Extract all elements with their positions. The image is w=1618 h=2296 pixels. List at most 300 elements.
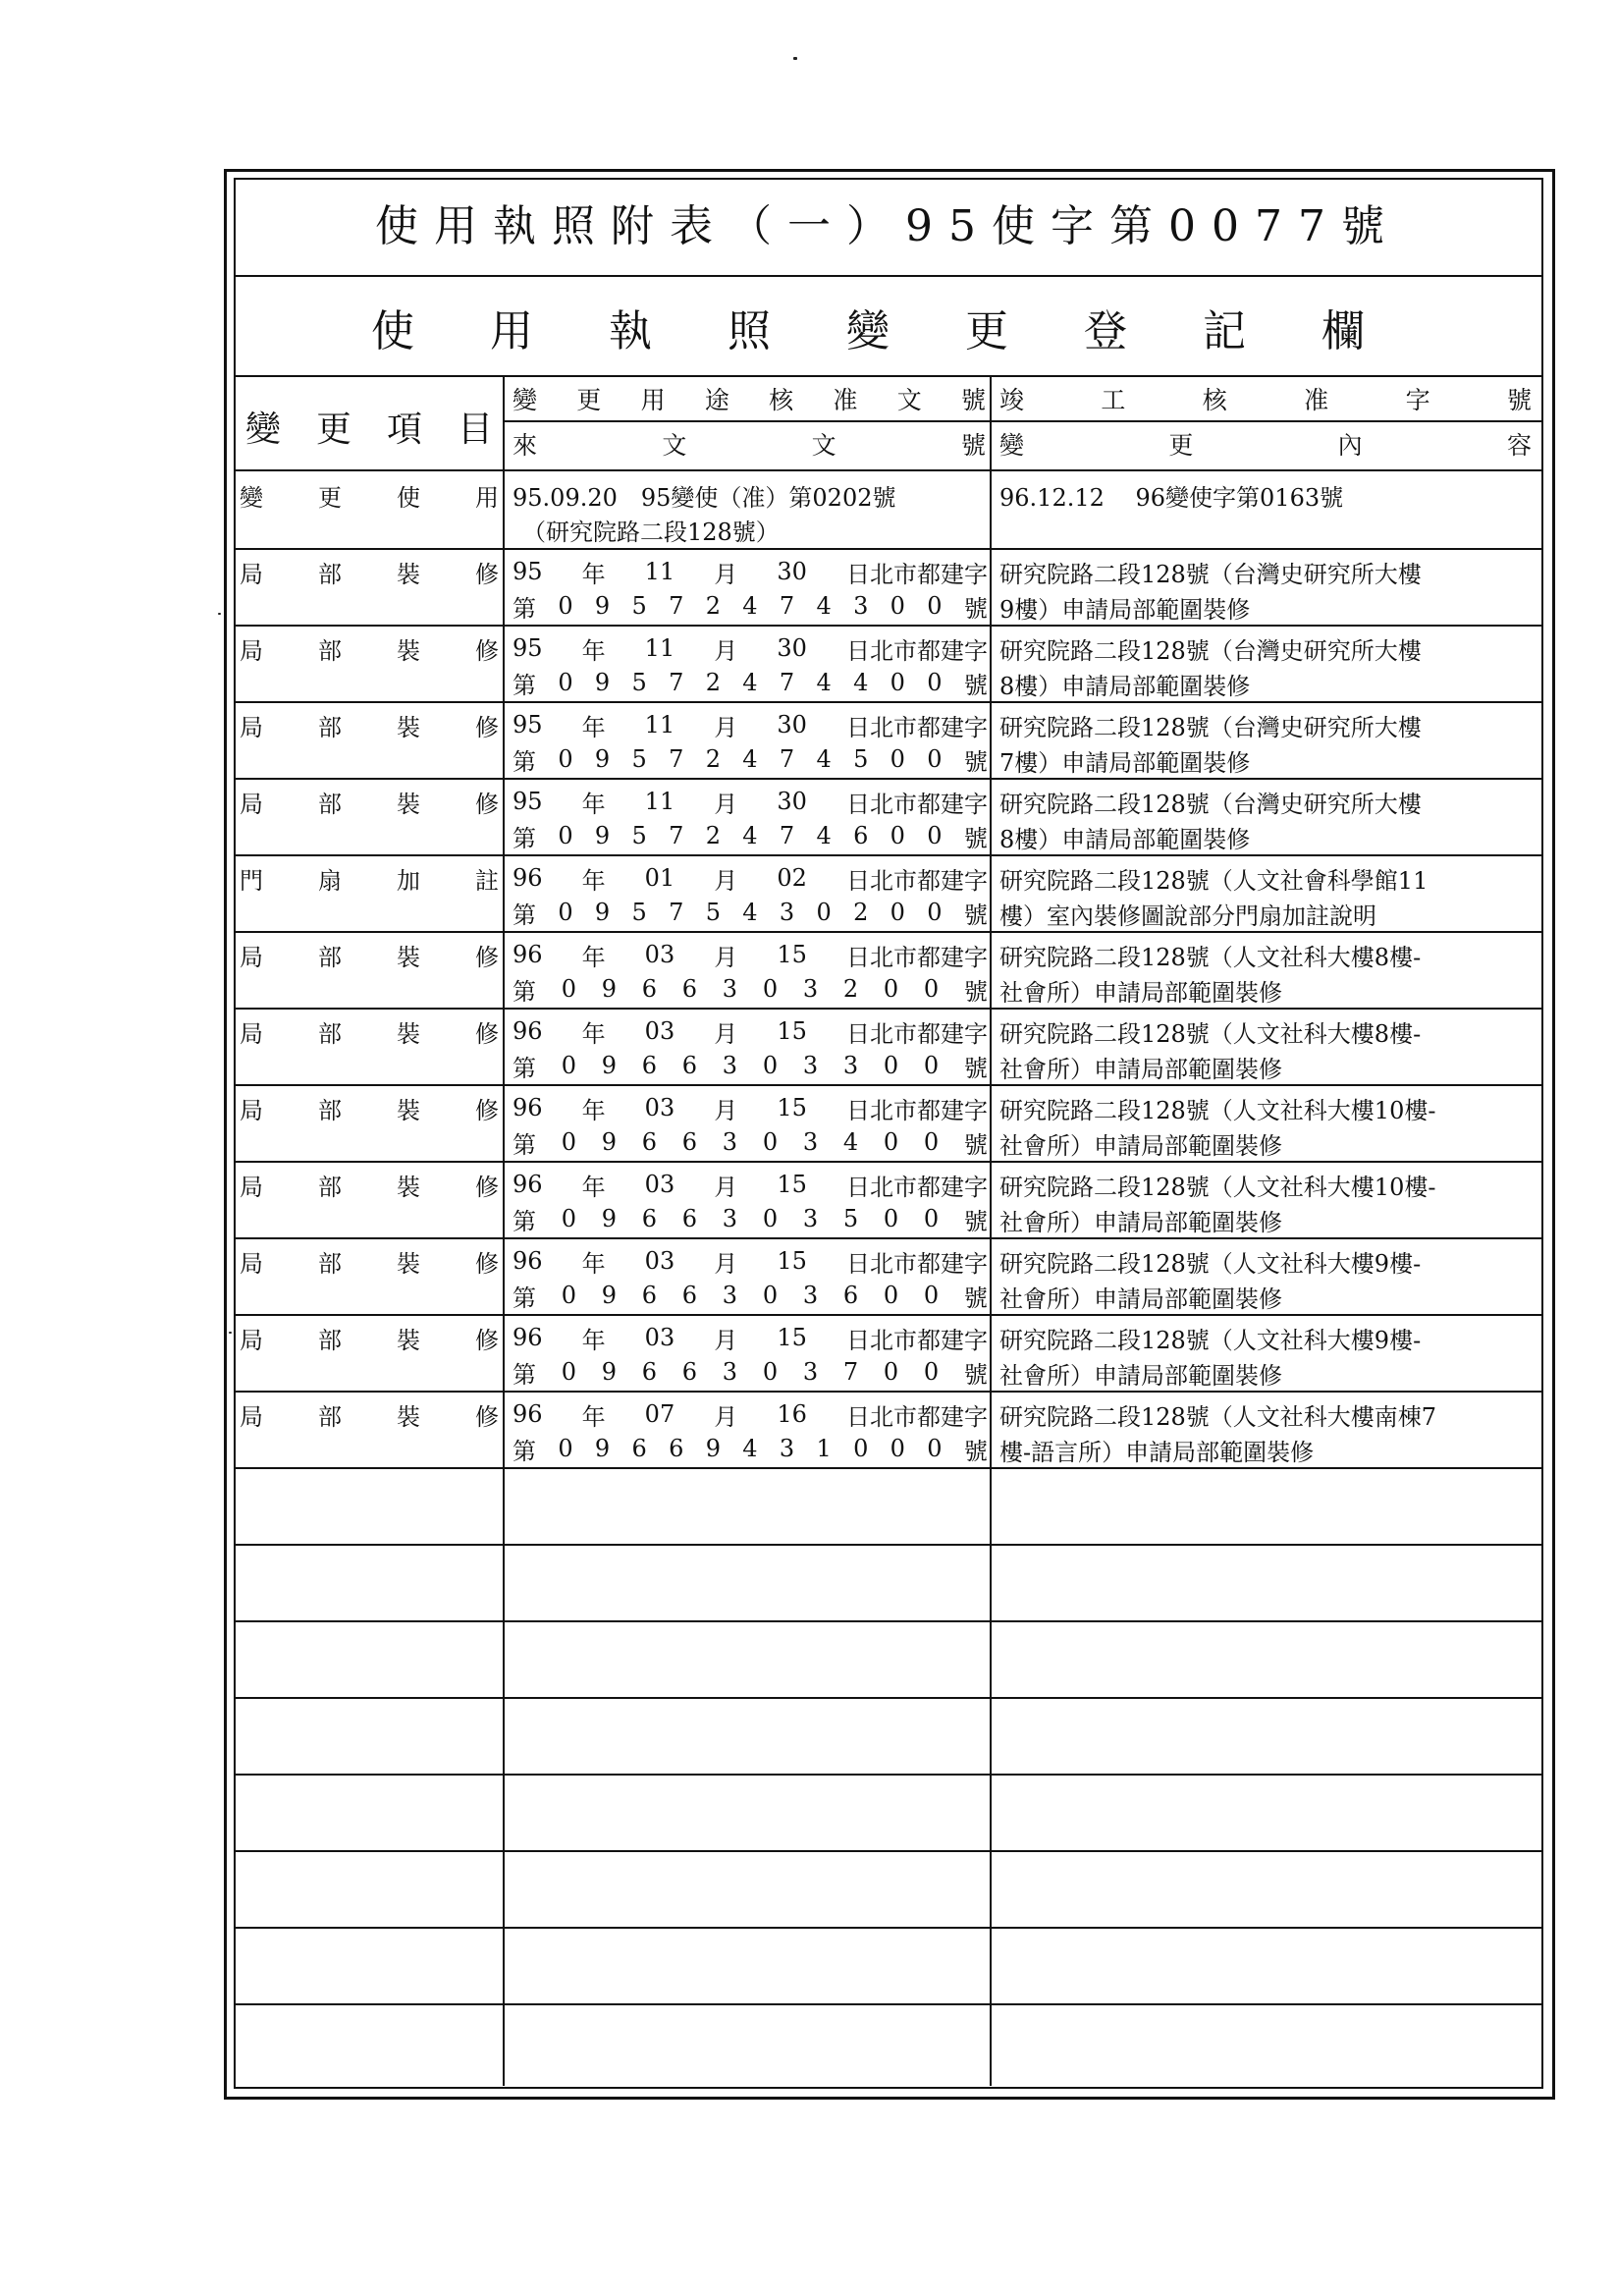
reference-part: 7	[669, 899, 684, 926]
reference-part: 號	[963, 1207, 988, 1235]
reference-part: 4	[742, 899, 758, 926]
reference-part: 3	[722, 1052, 738, 1079]
reference-part: 3	[802, 1358, 819, 1386]
header-approval-ref	[509, 379, 990, 418]
change-item-cell	[236, 1243, 503, 1279]
reference-part: 3	[779, 1435, 795, 1462]
reference-part: 3	[853, 592, 869, 620]
reference-part: 日北市都建字	[845, 790, 988, 818]
reference-part: 15	[777, 1017, 807, 1045]
reference-part: 第	[512, 977, 536, 1006]
reference-part: 5	[631, 822, 647, 849]
reference-part: 5	[853, 745, 869, 773]
reference-part: 日北市都建字	[845, 866, 988, 895]
change-item-char: 局	[240, 1326, 263, 1354]
content-line-1: 研究院路二段128號（台灣史研究所大樓	[999, 790, 1422, 818]
row-divider	[234, 1620, 1541, 1622]
reference-part: 號	[963, 901, 988, 929]
reference-part: 30	[777, 634, 807, 662]
content-line-1: 研究院路二段128號（台灣史研究所大樓	[999, 636, 1422, 665]
reference-part: 第	[512, 1360, 536, 1389]
reference-part: 2	[842, 975, 859, 1003]
row-divider	[234, 1544, 1541, 1546]
reference-part: 30	[777, 788, 807, 815]
reference-line-1	[509, 1243, 990, 1279]
change-item-char: 裝	[397, 636, 420, 665]
table-row	[236, 1161, 1541, 1237]
reference-part: 4	[816, 745, 832, 773]
reference-part: 號	[963, 594, 988, 623]
reference-part: 0	[883, 1282, 899, 1309]
change-item-char: 部	[318, 1402, 342, 1431]
reference-part: 0	[558, 1435, 573, 1462]
reference-part: 0	[890, 669, 905, 696]
row-divider	[234, 1774, 1541, 1776]
reference-part: 月	[714, 866, 738, 895]
reference-part: 6	[681, 1052, 698, 1079]
change-item-char: 修	[475, 790, 499, 818]
divider	[234, 375, 1541, 377]
reference-part: 0	[923, 975, 940, 1003]
reference-part: 2	[705, 822, 721, 849]
change-item-char: 部	[318, 790, 342, 818]
reference-part: 5	[631, 669, 647, 696]
reference-part: 7	[779, 592, 795, 620]
reference-part: 0	[927, 669, 943, 696]
change-item-char: 部	[318, 1249, 342, 1278]
change-item-char: 局	[240, 1096, 263, 1124]
header-char: 更	[1168, 431, 1194, 460]
reference-part: 0	[558, 592, 573, 620]
reference-part: 0	[558, 899, 573, 926]
reference-part: 15	[777, 1247, 807, 1275]
reference-part: 3	[722, 1282, 738, 1309]
reference-part: 9	[601, 1205, 618, 1232]
table-row	[236, 854, 1541, 931]
change-item-cell	[236, 477, 503, 513]
reference-part: 3	[802, 1205, 819, 1232]
header-char: 號	[960, 431, 986, 460]
reference-part: 0	[561, 1205, 577, 1232]
reference-part: 月	[714, 560, 738, 588]
section-title-char: 記	[1203, 306, 1246, 356]
content-line-2	[996, 513, 1541, 548]
reference-part: 號	[963, 1284, 988, 1312]
reference-part: 0	[883, 1128, 899, 1156]
reference-part: 95	[512, 634, 543, 662]
reference-part: 0	[923, 1358, 940, 1386]
reference-line-2	[509, 1049, 990, 1082]
reference-part: 4	[816, 669, 832, 696]
header-char: 准	[1304, 386, 1329, 414]
content-line-1: 研究院路二段128號（人文社科大樓9樓-	[999, 1326, 1422, 1354]
reference-line-1	[509, 707, 990, 742]
reference-part: 0	[890, 592, 905, 620]
reference-part: 0	[927, 592, 943, 620]
reference-part: 年	[581, 1096, 606, 1124]
reference-part: 03	[644, 1324, 675, 1351]
change-item-char: 局	[240, 943, 263, 971]
reference-part: 第	[512, 594, 536, 623]
reference-part: 5	[631, 745, 647, 773]
reference-part: 9	[601, 975, 618, 1003]
reference-part: 0	[558, 822, 573, 849]
reference-part: 9	[601, 1282, 618, 1309]
reference-part: 日北市都建字	[845, 1019, 988, 1048]
change-item-char: 部	[318, 636, 342, 665]
reference-part: 3	[802, 1282, 819, 1309]
section-title-char: 變	[846, 306, 890, 356]
reference-part: 96	[512, 1171, 543, 1198]
header-char: 核	[769, 386, 794, 414]
form-title: 使用執照附表（一）95使字第0077號	[375, 201, 1400, 251]
reference-part: 5	[631, 899, 647, 926]
reference-part: 2	[705, 745, 721, 773]
reference-part: 年	[581, 790, 606, 818]
content-line-1: 研究院路二段128號（人文社科大樓8樓-	[999, 1019, 1422, 1048]
header-char: 號	[1506, 386, 1532, 414]
reference-part: 年	[581, 1402, 606, 1431]
reference-part: 年	[581, 1019, 606, 1048]
content-line-1: 研究院路二段128號（人文社科大樓南棟7	[999, 1402, 1437, 1431]
section-title-char: 用	[490, 306, 533, 356]
reference-part: 第	[512, 901, 536, 929]
change-item-char: 裝	[397, 790, 420, 818]
change-item-cell	[236, 1320, 503, 1355]
reference-part: 號	[963, 1437, 988, 1465]
section-title-char: 登	[1084, 306, 1127, 356]
header-char: 內	[1337, 431, 1363, 460]
change-item-char: 部	[318, 943, 342, 971]
reference-part: 號	[963, 1054, 988, 1082]
reference-line-2	[509, 1202, 990, 1235]
reference-part: 4	[742, 822, 758, 849]
header-char: 變	[999, 431, 1025, 460]
reference-part: 年	[581, 636, 606, 665]
reference-part: 年	[581, 1249, 606, 1278]
header-char: 更	[576, 386, 602, 414]
reference-part: 第	[512, 1054, 536, 1082]
reference-part: 月	[714, 1019, 738, 1048]
reference-part: 11	[644, 788, 675, 815]
reference-part: 11	[644, 634, 675, 662]
reference-part: 30	[777, 558, 807, 585]
header-char: 號	[960, 386, 986, 414]
reference-part: 07	[644, 1400, 675, 1428]
reference-part: 6	[631, 1435, 647, 1462]
reference-part: 0	[762, 1052, 779, 1079]
table-row	[236, 471, 1541, 548]
reference-part: 6	[641, 1128, 658, 1156]
header-char: 准	[833, 386, 858, 414]
reference-part: 96	[512, 1324, 543, 1351]
section-title-char: 欄	[1321, 306, 1365, 356]
change-item-char: 裝	[397, 1019, 420, 1048]
change-item-char: 修	[475, 1249, 499, 1278]
reference-part: 6	[641, 1205, 658, 1232]
reference-part: 7	[669, 822, 684, 849]
header-char: 文	[896, 386, 922, 414]
content-line-2: 8樓）申請局部範圍裝修	[999, 672, 1251, 700]
row-divider	[234, 1697, 1541, 1699]
reference-part: 0	[561, 1128, 577, 1156]
table-row	[236, 1008, 1541, 1084]
change-item-char: 用	[475, 483, 499, 512]
change-item-char: 裝	[397, 713, 420, 741]
change-item-cell	[236, 1090, 503, 1125]
change-item-char: 部	[318, 1096, 342, 1124]
reference-part: 號	[963, 671, 988, 699]
change-item-char: 裝	[397, 1326, 420, 1354]
reference-part: 號	[963, 1360, 988, 1389]
change-item-char: 局	[240, 1402, 263, 1431]
content-line-1: 研究院路二段128號（人文社科大樓10樓-	[999, 1173, 1436, 1201]
reference-part: 月	[714, 713, 738, 741]
reference-part: 0	[762, 1205, 779, 1232]
reference-part: 4	[742, 592, 758, 620]
reference-part: 第	[512, 824, 536, 852]
header-char: 變	[245, 409, 282, 450]
content-line-2: 7樓）申請局部範圍裝修	[999, 748, 1251, 777]
change-item-cell	[236, 630, 503, 666]
change-item-char: 裝	[397, 560, 420, 588]
content-line-1: 研究院路二段128號（人文社科大樓10樓-	[999, 1096, 1436, 1124]
change-item-char: 局	[240, 636, 263, 665]
reference-part: 0	[923, 1205, 940, 1232]
content-line-2: 9樓）申請局部範圍裝修	[999, 595, 1251, 624]
reference-part: 9	[594, 822, 611, 849]
reference-part: 0	[883, 1052, 899, 1079]
scan-speck	[218, 613, 221, 615]
reference-part: 30	[777, 711, 807, 738]
change-item-char: 修	[475, 1326, 499, 1354]
reference-part: 96	[512, 1017, 543, 1045]
content-line-1: 研究院路二段128號（台灣史研究所大樓	[999, 713, 1422, 741]
change-item-char: 更	[318, 483, 342, 512]
reference-part: 96	[512, 941, 543, 968]
reference-part: 6	[681, 1205, 698, 1232]
reference-part: 日北市都建字	[845, 1402, 988, 1431]
reference-part: 3	[722, 1358, 738, 1386]
reference-part: 第	[512, 1130, 536, 1159]
change-item-cell	[236, 707, 503, 742]
section-title	[234, 279, 1541, 375]
reference-part: 年	[581, 713, 606, 741]
reference-part: 6	[641, 1358, 658, 1386]
reference-part: 0	[927, 899, 943, 926]
reference-part: 0	[927, 1435, 943, 1462]
reference-part: 2	[853, 899, 869, 926]
header-char: 核	[1202, 386, 1227, 414]
reference-part: 4	[816, 592, 832, 620]
reference-part: 7	[669, 592, 684, 620]
usage-permit-attachment-form	[224, 169, 1551, 2096]
content-line-2: 社會所）申請局部範圍裝修	[999, 1208, 1282, 1236]
reference-line-2	[509, 666, 990, 699]
reference-part: 0	[561, 1052, 577, 1079]
reference-part: 0	[762, 1358, 779, 1386]
reference-part: 6	[641, 975, 658, 1003]
change-item-char: 變	[240, 483, 263, 512]
reference-part: 0	[561, 1282, 577, 1309]
change-item-char: 修	[475, 560, 499, 588]
reference-part: 95	[512, 558, 543, 585]
reference-part: 月	[714, 636, 738, 665]
section-title-char: 更	[965, 306, 1008, 356]
reference-line-1	[509, 1320, 990, 1355]
reference-part: 4	[742, 745, 758, 773]
reference-part: 9	[594, 899, 611, 926]
table-row	[236, 1314, 1541, 1391]
reference-part: 6	[681, 1282, 698, 1309]
change-item-char: 局	[240, 1019, 263, 1048]
content-line-1: 研究院路二段128號（人文社科大樓8樓-	[999, 943, 1422, 971]
scan-speck	[793, 57, 797, 60]
change-item-char: 修	[475, 1173, 499, 1201]
reference-part: 第	[512, 747, 536, 776]
change-item-char: 部	[318, 560, 342, 588]
section-title-char: 執	[609, 306, 652, 356]
reference-part: 日北市都建字	[845, 713, 988, 741]
header-change-content	[996, 424, 1536, 464]
reference-part: 9	[601, 1128, 618, 1156]
reference-part: 6	[669, 1435, 684, 1462]
row-divider	[234, 1467, 1541, 1469]
reference-part: 月	[714, 943, 738, 971]
content-line-2: 樓）室內裝修圖說部分門扇加註說明	[999, 902, 1376, 930]
header-char: 項	[386, 409, 422, 450]
reference-line-1	[509, 1090, 990, 1125]
header-char: 字	[1405, 386, 1430, 414]
change-item-char: 裝	[397, 1173, 420, 1201]
reference-part: 6	[842, 1282, 859, 1309]
change-item-char: 修	[475, 1402, 499, 1431]
reference-part: 0	[923, 1052, 940, 1079]
reference-part: 0	[762, 975, 779, 1003]
reference-part: 日北市都建字	[845, 1173, 988, 1201]
section-title-char: 照	[728, 306, 771, 356]
reference-part: 3	[842, 1052, 859, 1079]
reference-part: 月	[714, 1402, 738, 1431]
reference-part: 7	[779, 669, 795, 696]
change-item-char: 裝	[397, 1096, 420, 1124]
table-row	[236, 625, 1541, 701]
reference-part: 96	[512, 1094, 543, 1121]
reference-part: 日北市都建字	[845, 1096, 988, 1124]
table-row	[236, 1084, 1541, 1161]
reference-part: 6	[641, 1052, 658, 1079]
reference-part: 2	[705, 592, 721, 620]
reference-part: 3	[722, 975, 738, 1003]
content-line-2: 社會所）申請局部範圍裝修	[999, 1131, 1282, 1160]
reference-part: 9	[594, 745, 611, 773]
reference-part: 03	[644, 1247, 675, 1275]
change-item-char: 加	[397, 866, 420, 895]
reference-line-1	[509, 1167, 990, 1202]
reference-part: 月	[714, 1249, 738, 1278]
reference-part: 9	[601, 1358, 618, 1386]
reference-part: 1	[816, 1435, 832, 1462]
reference-part: 16	[777, 1400, 807, 1428]
reference-part: 號	[963, 1130, 988, 1159]
reference-line-1	[509, 860, 990, 896]
reference-line-2	[509, 1355, 990, 1389]
reference-part: 0	[890, 899, 905, 926]
change-item-char: 註	[475, 866, 499, 895]
reference-line-2	[509, 896, 990, 929]
reference-part: 0	[816, 899, 832, 926]
change-item-char: 裝	[397, 943, 420, 971]
reference-part: 6	[681, 1358, 698, 1386]
header-change-item	[236, 379, 503, 473]
change-item-char: 扇	[318, 866, 342, 895]
reference-part: 6	[681, 1128, 698, 1156]
reference-part: 3	[722, 1128, 738, 1156]
divider	[503, 420, 1541, 422]
reference-line-2	[509, 972, 990, 1006]
reference-part: 0	[561, 975, 577, 1003]
reference-part: 7	[842, 1358, 859, 1386]
reference-line-1	[509, 1396, 990, 1432]
reference-part: 03	[644, 941, 675, 968]
header-char: 工	[1101, 386, 1126, 414]
reference-part: 3	[779, 899, 795, 926]
reference-line-2	[509, 742, 990, 776]
reference-part: 月	[714, 1096, 738, 1124]
change-item-char: 修	[475, 943, 499, 971]
reference-part: 03	[644, 1171, 675, 1198]
content-line-1: 96.12.12 96變使字第0163號	[999, 483, 1344, 512]
reference-part: 0	[853, 1435, 869, 1462]
content-line-1: 研究院路二段128號（台灣史研究所大樓	[999, 560, 1422, 588]
change-item-char: 修	[475, 636, 499, 665]
reference-part: 96	[512, 1400, 543, 1428]
header-char: 文	[811, 431, 836, 460]
header-char: 途	[704, 386, 729, 414]
reference-line-1	[509, 784, 990, 819]
content-line-1: 研究院路二段128號（人文社會科學館11	[999, 866, 1429, 895]
reference-part: 4	[742, 669, 758, 696]
reference-part: 日北市都建字	[845, 1326, 988, 1354]
change-item-char: 局	[240, 560, 263, 588]
row-divider	[234, 1850, 1541, 1852]
change-item-char: 局	[240, 713, 263, 741]
content-line-2: 8樓）申請局部範圍裝修	[999, 825, 1251, 853]
reference-part: 第	[512, 1284, 536, 1312]
reference-part: 01	[644, 864, 675, 892]
header-char: 更	[315, 409, 351, 450]
change-item-char: 部	[318, 713, 342, 741]
reference-part: 0	[890, 822, 905, 849]
reference-part: 5	[631, 592, 647, 620]
change-item-char: 部	[318, 1326, 342, 1354]
content-line-2: 社會所）申請局部範圍裝修	[999, 978, 1282, 1007]
reference-part: 號	[963, 747, 988, 776]
reference-part: 0	[762, 1128, 779, 1156]
reference-part: 96	[512, 864, 543, 892]
reference-part: 0	[762, 1282, 779, 1309]
content-line-2: 樓-語言所）申請局部範圍裝修	[999, 1438, 1315, 1466]
reference-part: 7	[669, 745, 684, 773]
reference-part: 第	[512, 1437, 536, 1465]
reference-part: 5	[842, 1205, 859, 1232]
reference-part: 15	[777, 1324, 807, 1351]
divider	[234, 275, 1541, 277]
reference-part: 第	[512, 671, 536, 699]
reference-part: 號	[963, 977, 988, 1006]
table-row	[236, 931, 1541, 1008]
reference-line-2	[509, 589, 990, 623]
